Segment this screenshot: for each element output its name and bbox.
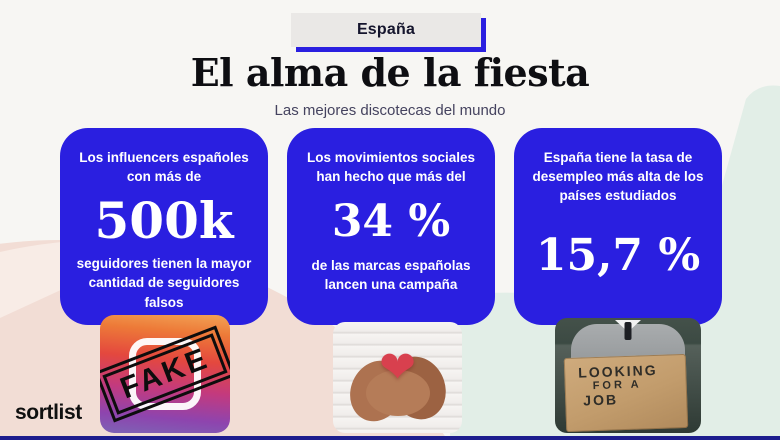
looking-for-job-image <box>555 318 701 433</box>
sign-line: LOOKING <box>577 361 658 381</box>
hands-heart-image <box>333 322 462 433</box>
stat-card-top-text: Los influencers españoles con más de <box>79 150 249 185</box>
stat-value-wrap <box>536 205 700 307</box>
stat-card-top-text: Los movimientos sociales han hecho que más del <box>306 150 476 185</box>
country-badge <box>291 13 481 47</box>
stat-card-social-movements <box>287 128 495 325</box>
sign-line: JOB <box>582 391 619 409</box>
stat-value: 34 % <box>331 196 451 248</box>
sign-line: FOR A <box>592 378 642 393</box>
page-title: El alma de la fiesta <box>190 50 590 95</box>
sortlist-logo: sortlist <box>15 401 82 424</box>
fake-stamp-label: FAKE <box>102 333 227 415</box>
cardboard-sign <box>564 354 689 432</box>
tie <box>625 322 632 340</box>
stat-value: 15,7 % <box>535 230 701 282</box>
stat-value: 500k <box>94 191 234 251</box>
stat-card-influencers <box>60 128 268 325</box>
page-subtitle: Las mejores discotecas del mundo <box>274 102 506 119</box>
country-badge-label: España <box>356 21 416 38</box>
stat-card-bottom-text: seguidores tienen la mayor cantidad de seguidores falsos <box>76 256 252 310</box>
stat-card-unemployment <box>514 128 722 325</box>
heart-icon: ❤ <box>379 343 416 392</box>
instagram-fake-image <box>100 315 230 433</box>
stat-card-bottom-text: de las marcas españolas lancen una campaña <box>311 258 471 293</box>
stat-card-top-text: España tiene la tasa de desempleo más alta de los países estudiados <box>532 150 704 204</box>
bottom-accent-bar <box>0 436 780 440</box>
